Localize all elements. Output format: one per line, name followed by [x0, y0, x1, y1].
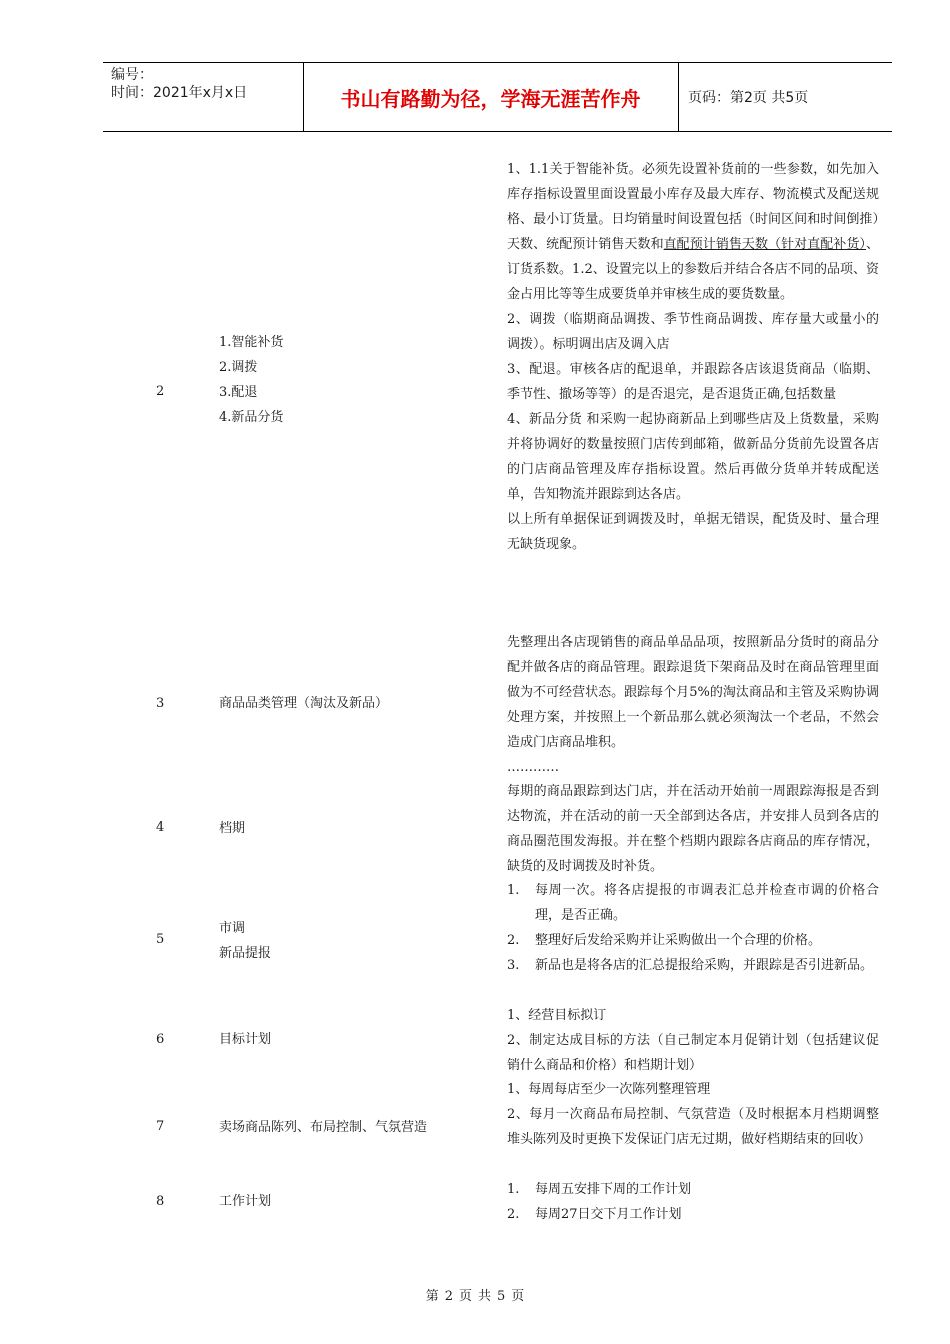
list-marker: 1. — [507, 883, 520, 898]
row-number: 4 — [156, 820, 165, 835]
list-item — [507, 878, 879, 928]
list-item-text: 新品也是将各店的汇总提报给采购，并跟踪是否引进新品。 — [535, 958, 874, 973]
row-number: 5 — [156, 932, 165, 947]
desc-underlined-text: 直配预计销售天数（针对直配补货） — [663, 237, 866, 252]
row-title — [219, 330, 489, 430]
list-item — [507, 1202, 879, 1227]
row-title — [219, 916, 489, 966]
row-description — [507, 1003, 879, 1078]
row-title: 商品品类管理（淘汰及新品） — [219, 696, 389, 711]
footer-text: 第 — [425, 1289, 439, 1304]
desc-paragraph: 4、新品分货 和采购一起协商新品上到哪些店及上货数量，采购并将协调好的数量按照门店传到邮箱，做新品分货前先设置各店的门店商品管理及库存指标设置。然后再做分货单并转成配送单，告知物流并跟踪到达各店。 — [507, 412, 879, 502]
desc-paragraph: 3、配退。审核各店的配退单，并跟踪各店该退货商品（临期、季节性、撤场等等）的是否退完，是否退货正确,包括数量 — [507, 362, 879, 402]
row-description — [507, 1077, 879, 1152]
row-title-line: 1.智能补货 — [219, 335, 284, 350]
footer-text: 页 — [511, 1289, 525, 1304]
row-number: 3 — [156, 696, 165, 711]
row-number: 6 — [156, 1032, 165, 1047]
row-title: 档期 — [219, 821, 246, 836]
desc-paragraph: ………… — [507, 760, 559, 775]
desc-paragraph: 2、调拨（临期商品调拨、季节性商品调拨、库存量大或量小的调拨）。标明调出店及调入店 — [507, 312, 879, 352]
footer-total-pages: 5 — [497, 1289, 506, 1304]
list-item — [507, 953, 879, 978]
row-title: 卖场商品陈列、布局控制、气氛营造 — [219, 1120, 428, 1135]
header-motto: 书山有路勤为径，学海无涯苦作舟 — [340, 86, 641, 111]
document-header — [103, 62, 892, 132]
row-number: 2 — [156, 384, 165, 399]
list-item-text: 每周五安排下周的工作计划 — [535, 1182, 692, 1197]
row-title-line: 2.调拨 — [219, 360, 258, 375]
list-item-text: 整理好后发给采购并让采购做出一个合理的价格。 — [535, 933, 822, 948]
header-meta — [111, 66, 301, 102]
row-number: 7 — [156, 1119, 165, 1134]
row-title-line: 3.配退 — [219, 385, 258, 400]
row-title-line: 4.新品分货 — [219, 410, 284, 425]
list-item-text: 每周27日交下月工作计划 — [535, 1207, 682, 1222]
list-marker: 2. — [507, 1207, 520, 1222]
list-marker: 2. — [507, 933, 520, 948]
list-item — [507, 1177, 879, 1202]
desc-paragraph: 先整理出各店现销售的商品单品品项，按照新品分货时的商品分配并做各店的商品管理。跟踪退货下架商品及时在商品管理里面做为不可经营状态。跟踪每个月5%的淘汰商品和主管及采购协调处理方案，并按照上一个新品那么就必须淘汰一个老品，不然会造成门店商品堆积。 — [507, 635, 879, 750]
desc-text: 1、1.1关于智能补货。必须先设置补货前的一些参数，如先加入库存指标设置里面设置最小库存及最大库存、物流模式及配送规格、最小订货量。日均销量时间设置包括（时间区间和时间倒推）天数、统配预计销售天数和 — [507, 162, 879, 252]
row-description — [507, 878, 879, 978]
row-title: 目标计划 — [219, 1032, 272, 1047]
footer-text: 共 — [478, 1289, 492, 1304]
list-item-text: 每周一次。将各店提报的市调表汇总并检查市调的价格合理，是否正确。 — [535, 883, 879, 923]
footer-text: 页 — [458, 1289, 472, 1304]
page-footer — [0, 1285, 950, 1304]
desc-paragraph: 每期的商品跟踪到达门店，并在活动开始前一周跟踪海报是否到达物流，并在活动的前一天全部到达各店，并安排人员到各店的商品圈范围发海报。并在整个档期内跟踪各店商品的库存情况，缺货的及时调拨及时补货。 — [507, 784, 879, 874]
row-description — [507, 779, 879, 879]
row-description — [507, 1177, 879, 1227]
list-item — [507, 928, 879, 953]
desc-paragraph — [507, 157, 879, 307]
serial-label: 编号： — [111, 67, 153, 83]
desc-paragraph: 1、经营目标拟订 — [507, 1008, 607, 1023]
row-number: 8 — [156, 1194, 165, 1209]
desc-paragraph: 2、制定达成目标的方法（自己制定本月促销计划（包括建议促销什么商品和价格）和档期计划） — [507, 1033, 879, 1073]
time-label: 时间：2021年x月x日 — [111, 85, 248, 101]
desc-paragraph: 2、每月一次商品布局控制、气氛营造（及时根据本月档期调整堆头陈列及时更换下发保证门店无过期，做好档期结束的回收） — [507, 1107, 879, 1147]
list-marker: 1. — [507, 1182, 520, 1197]
desc-text: 、订货系数。1.2、设置完以上的参数后并结合各店不同的品项、资金占用比等等生成要货单并审核生成的要货数量。 — [507, 237, 879, 302]
desc-paragraph: 以上所有单据保证到调拨及时，单据无错误，配货及时、量合理无缺货现象。 — [507, 512, 879, 552]
desc-paragraph: 1、每周每店至少一次陈列整理管理 — [507, 1082, 711, 1097]
row-title-line: 新品提报 — [219, 946, 272, 961]
page-info: 页码：第2页 共5页 — [688, 90, 809, 106]
list-marker: 3. — [507, 958, 520, 973]
header-divider — [678, 63, 679, 131]
footer-page-number: 2 — [444, 1289, 453, 1304]
row-description — [507, 630, 879, 780]
row-title: 工作计划 — [219, 1194, 272, 1209]
row-description — [507, 157, 879, 557]
row-title-line: 市调 — [219, 921, 246, 936]
